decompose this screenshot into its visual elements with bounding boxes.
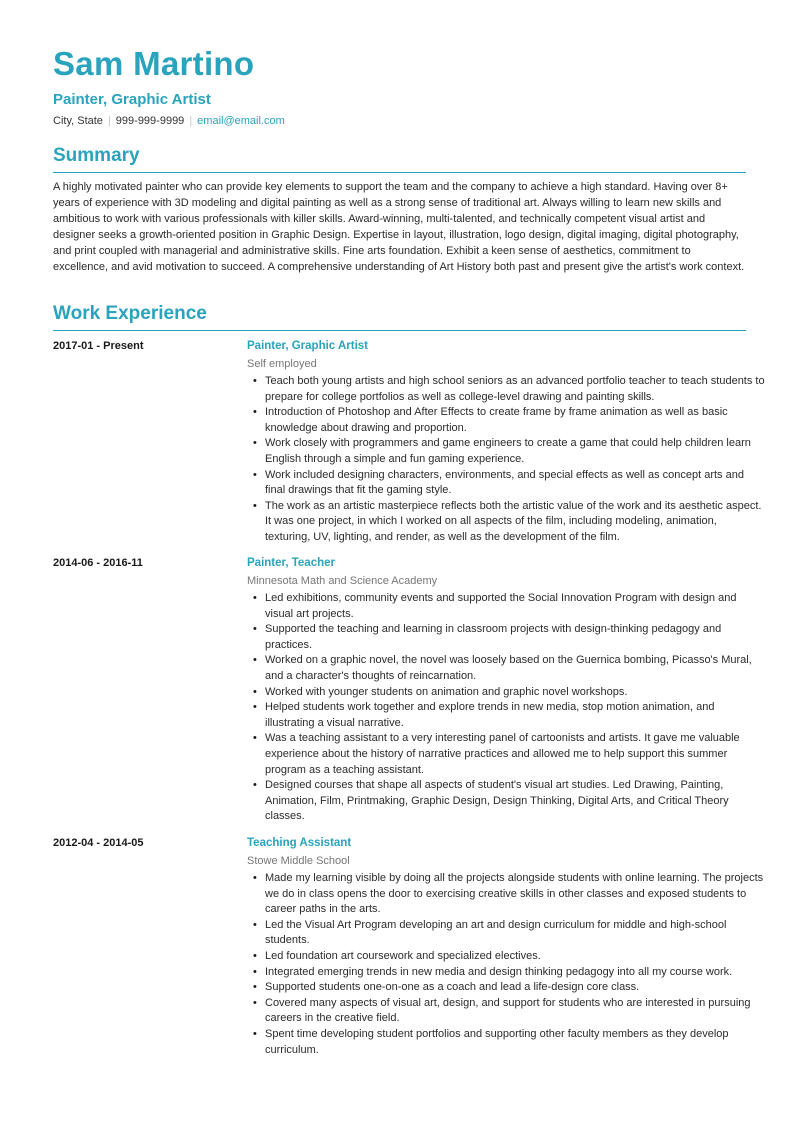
summary-heading: Summary (53, 145, 140, 166)
work-experience-divider (53, 330, 746, 331)
job-role: Teaching Assistant (247, 837, 352, 849)
job-bullet: • Was a teaching assistant to a very interesting panel of cartoonists and artists. It gave me valuable experience about the history of narrative practices and allowed me to help support this summer program as a teaching assistant. (265, 731, 765, 778)
job-bullet: • Teach both young artists and high school seniors as an advanced portfolio teacher to teach students to prepare for college portfolios as well as college-level drawing and painting skills. (265, 374, 765, 405)
location-text: City, State (53, 115, 103, 127)
job-bullet: • Worked on a graphic novel, the novel was loosely based on the Guernica bombing, Picasso's Mural, and a character's thoughts of reincarnation. (265, 653, 765, 684)
job-role: Painter, Teacher (247, 557, 335, 569)
job-bullet: • Designed courses that shape all aspects of student's visual art studies. Led Drawing, Painting, Animation, Film, Printmaking, Graphic Design, Design Thinking, Digital Arts, and Critical Theory classes. (265, 778, 765, 825)
job-company: Self employed (247, 358, 317, 370)
candidate-title: Painter, Graphic Artist (53, 91, 211, 108)
work-experience-heading: Work Experience (53, 303, 207, 324)
job-company: Minnesota Math and Science Academy (247, 575, 438, 587)
job-bullet: • Led exhibitions, community events and supported the Social Innovation Program with design and visual art projects. (265, 591, 765, 622)
job-bullet: • Supported students one-on-one as a coach and lead a life-design core class. (265, 980, 765, 996)
job-bullet: • Made my learning visible by doing all the projects alongside students with online learning. The projects we do in class opens the door to exercising creative skills in other classes and exposed students to career paths in the arts. (265, 871, 765, 918)
job-role: Painter, Graphic Artist (247, 340, 368, 352)
job-bullet: • Supported the teaching and learning in classroom projects with design-thinking pedagogy and practices. (265, 622, 765, 653)
job-dates: 2017-01 - Present (53, 340, 144, 352)
job-bullets (247, 871, 765, 1058)
phone-text: 999-999-9999 (115, 115, 185, 127)
job-dates: 2012-04 - 2014-05 (53, 837, 144, 849)
job-bullet: • Introduction of Photoshop and After Effects to create frame by frame animation as well as basic knowledge about drawing and proportion. (265, 405, 765, 436)
email-link[interactable]: email@email.com (197, 115, 285, 127)
contact-line (53, 114, 285, 129)
job-bullet: • Led foundation art coursework and specialized electives. (265, 949, 765, 965)
job-bullet: • Integrated emerging trends in new media and design thinking pedagogy into all my course work. (265, 965, 765, 981)
job-bullet: • Work included designing characters, environments, and special effects as well as concept arts and final drawings that fit the gaming style. (265, 468, 765, 499)
job-bullet: • Worked with younger students on animation and graphic novel workshops. (265, 685, 765, 701)
job-bullet: • Led the Visual Art Program developing an art and design curriculum for middle and high-school students. (265, 918, 765, 949)
contact-divider: | (189, 115, 193, 127)
job-bullet: • Spent time developing student portfolios and supporting other faculty members as they develop curriculum. (265, 1027, 765, 1058)
job-bullet: • Work closely with programmers and game engineers to create a game that could help children learn English through a simple and fun gaming experience. (265, 436, 765, 467)
summary-divider (53, 172, 746, 173)
job-bullet: • Covered many aspects of visual art, design, and support for students who are interested in pursuing careers in the creative field. (265, 996, 765, 1027)
job-bullet: • Helped students work together and explore trends in new media, stop motion animation, and illustrating a visual narrative. (265, 700, 765, 731)
candidate-name: Sam Martino (53, 45, 255, 82)
job-company: Stowe Middle School (247, 855, 350, 867)
contact-divider: | (107, 115, 111, 127)
job-bullets (247, 591, 765, 825)
summary-text: A highly motivated painter who can provide key elements to support the team and the company to achieve a high standard. Having over 8+ years of experience with 3D modeling and digital painting as well as a strong sense of traditional art. Always willing to learn new skills and ambitious to work with various professionals with killer skills. Award-winning, multi-talented, and technically competent visual artist and designer seeks a growth-oriented position in Graphic Design. Expertise in layout, illustration, logo design, digital imaging, digital photography, and print coupled with managerial and administrative skills. Fine arts foundation. Exhibit a keen sense of aesthetics, commitment to excellence, and avid motivation to succeed. A comprehensive understanding of Art History both past and present give the artist's work context. (53, 181, 745, 273)
job-bullet: • The work as an artistic masterpiece reflects both the artistic value of the work and its aesthetic aspect. It was one project, in which I worked on all aspects of the film, including modeling, animation, texturing, UV, lighting, and render, as well as the development of the film. (265, 499, 765, 546)
job-bullets (247, 374, 765, 546)
job-dates: 2014-06 - 2016-11 (53, 557, 143, 569)
